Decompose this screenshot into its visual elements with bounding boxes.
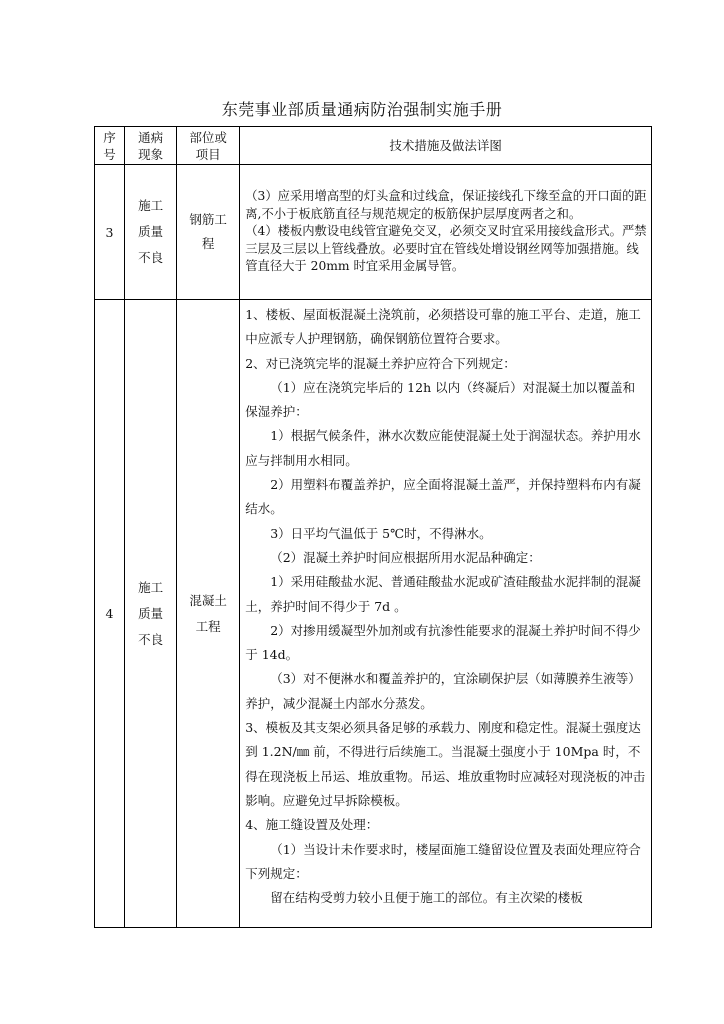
table-row — [95, 165, 652, 300]
tech-paragraph: 1、楼板、屋面板混凝土浇筑前，必须搭设可靠的施工平台、走道，施工中应派专人护理钢筋，确保钢筋位置符合要求。 — [245, 307, 641, 347]
header-issue: 通病 现象 — [125, 127, 177, 165]
row-tech — [240, 300, 652, 928]
row-part: 混凝土 工程 — [177, 300, 240, 928]
header-no: 序 号 — [95, 127, 125, 165]
tech-paragraph: 1）根据气候条件，淋水次数应能使混凝土处于润湿状态。养护用水应与拌制用水相同。 — [245, 428, 641, 468]
quality-manual-table — [94, 126, 652, 928]
tech-paragraph: 3、模板及其支架必须具备足够的承载力、刚度和稳定性。混凝土强度达到 1.2N/㎜ 前，不得进行后续施工。当混凝土强度小于 10Mpa 时，不得在现浇板上吊运、堆放重物。吊运、堆放重物时应减轻对现浇板的冲击影响。应避免过早拆除模板。 — [245, 720, 646, 808]
table-header-row — [95, 127, 652, 165]
tech-paragraph: （1）当设计未作要求时，楼屋面施工缝留设位置及表面处理应符合下列规定： — [245, 841, 641, 881]
tech-paragraph: 留在结构受剪力较小且便于施工的部位。有主次梁的楼板 — [270, 890, 583, 906]
table-row — [95, 300, 652, 928]
tech-paragraph: （4）楼板内敷设电线管宜避免交叉，必须交叉时宜采用接线盒形式。严禁三层及三层以上管线叠放。必要时宜在管线处增设钢丝网等加强措施。线管直径大于 20mm 时宜采用金属导管。 — [245, 224, 647, 274]
header-part: 部位或 项目 — [177, 127, 240, 165]
tech-paragraph: （3）应采用增高型的灯头盒和过线盒，保证接线孔下缘至盒的开口面的距离,不小于板底筋直径与规范规定的板筋保护层厚度两者之和。 — [245, 189, 647, 221]
tech-paragraph: （2）混凝土养护时间应根据所用水泥品种确定： — [270, 549, 541, 565]
row-part: 钢筋工 程 — [177, 165, 240, 300]
tech-paragraph: 2）用塑料布覆盖养护，应全面将混凝土盖严，并保持塑料布内有凝结水。 — [245, 477, 641, 517]
row-issue: 施工 质量 不良 — [125, 300, 177, 928]
tech-paragraph: （1）应在浇筑完毕后的 12h 以内（终凝后）对混凝土加以覆盖和保湿养护： — [245, 379, 636, 420]
tech-paragraph: （3）对不便淋水和覆盖养护的，宜涂刷保护层（如薄膜养生液等）养护，减少混凝土内部水分蒸发。 — [245, 671, 641, 711]
row-no: 4 — [95, 300, 125, 928]
header-tech: 技术措施及做法详图 — [240, 127, 652, 165]
tech-paragraph: 2）对掺用缓凝型外加剂或有抗渗性能要求的混凝土养护时间不得少于 14d。 — [245, 622, 641, 663]
tech-paragraph: 2、对已浇筑完毕的混凝土养护应符合下列规定： — [245, 355, 516, 371]
tech-paragraph: 3）日平均气温低于 5℃时，不得淋水。 — [270, 525, 492, 541]
tech-paragraph: 4、施工缝设置及处理： — [245, 817, 379, 833]
row-issue: 施工 质量 不良 — [125, 165, 177, 300]
row-tech — [240, 165, 652, 300]
document-title: 东莞事业部质量通病防治强制实施手册 — [221, 100, 503, 119]
row-no: 3 — [95, 165, 125, 300]
tech-paragraph: 1）采用硅酸盐水泥、普通硅酸盐水泥或矿渣硅酸盐水泥拌制的混凝土，养护时间不得少于 7d 。 — [245, 574, 641, 614]
